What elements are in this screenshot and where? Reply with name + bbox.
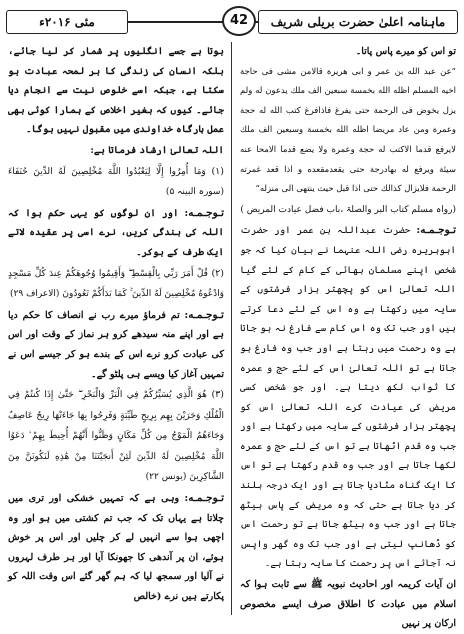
hadith-citation: (رواہ مسلم کتاب البر والصلۃ ،باب فضل عیادت المریض ) bbox=[240, 204, 456, 215]
translation-3 bbox=[8, 489, 224, 607]
verse-1-number: (۱) bbox=[211, 165, 224, 177]
translation-text: حضرت عبداللہ بن عمر اور حضرت ابوہریرہ رضی اللہ عنہما نے بیان کیا کہ جو شخص اپنے مسلمان بھائی کے کام کے لئے گیا اللہ تعالیٰ اس کو پچھتر ہزار فرشتوں کے سایہ میں رکھتا ہے وہ اس کے لئے دعا کرتے ہیں اور جب تک وہ اس کام سے فارغ نہ ہو جاتا ہے وہ رحمت میں رہتا ہے اور جب وہ فارغ ہو جاتا ہے تو اللہ تعالیٰ اس کے لئے حج و عمرہ کا ثواب لکھ دیتا ہے۔ اور جو شخص کسی مریض کی عیادت کرے اللہ تعالیٰ اس کو پچھتر ہزار فرشتوں کے سایہ میں رکھتا ہے اور جب وہ قدم اٹھاتا ہے تو اس کے لئے حج و عمرہ لکھا جاتا ہے اور جب وہ قدم رکھتا ہے تو اس کا ایک گناہ مٹادیا جاتا ہے اور ایک درجہ بلند کر دیا جاتا ہے حتی کہ وہ مریض کے پاس بیٹھ جاتا ہے اور جب وہ بیٹھ جاتا ہے تو رحمت اس کو ڈھانپ لیتی ہے اور جب تک وہ گھر واپس نہ آجائے اس پر رحمت کا سایہ رہتا ہے۔ bbox=[240, 225, 456, 570]
page-number: 42 bbox=[222, 6, 256, 36]
paragraph-intro: ہوتا ہے جسے انگلیوں پر شمار کر لیا جائے، بلکہ انسان کی زندگی کا ہر لمحہ عبادت ہو سکتا ہے، جبکہ اسے خلوص نیت سے انجام دیا جائے۔ کیوں کہ بغیر اخلاص کے ہمارا کوئی بھی عمل بارگاہ خداوندی میں مقبول نہیں ہوگا۔ bbox=[8, 46, 224, 136]
paragraph-allah-says: اللہ تعالیٰ ارشاد فرماتا ہے: bbox=[90, 144, 224, 156]
verse-1-reference: (سورہ البینہ ۵) bbox=[165, 187, 224, 198]
verse-2-arabic: قُلْ أَمَرَ رَبِّي بِالْقِسْطِ ۖ وَأَقِيمُوا وُجُوهَكُمْ عِندَ كُلِّ مَسْجِدٍ وَادْعُوهُ مُخْلِصِينَ لَهُ الدِّينَ ۚ كَمَا بَدَأَكُمْ تَعُودُونَ bbox=[8, 268, 224, 300]
hadith-arabic: ”عن عبد الله بن عمر و ابی هريرة قالامن مشى فى حاجة اخيه المسلم اظله الله بخمسة سبعين الف ملك يدعون له ولم يزل يخوض فى الرحمة حتى يفرغ فاذافرغ كتب الله له حجة وعمرة ومن عاد مريضا اظله الله بخمسة وسبعين الف ملك لايرفع قدما الاكتب له حجة وعمرة ولا يضع قدما الامحا عنه سيئة ويرفع له بهادرجة حتى يقعدمقعده و اذا قعد غمرته الرحمة فلايزال كذالك حتى اذا قبل حيث ينتهى الى منزله“ bbox=[240, 66, 456, 195]
verse-3-number: (۳) bbox=[211, 389, 224, 401]
column-divider bbox=[231, 42, 232, 615]
verse-3-arabic: هُوَ الَّذِي يُسَيِّرُكُمْ فِي الْبَرِّ وَالْبَحْرِ ۖ حَتَّىٰ إِذَا كُنتُمْ فِي الْفُلْكِ وَجَرَيْنَ بِهِم بِرِيحٍ طَيِّبَةٍ وَفَرِحُوا بِهَا جَاءَتْهَا رِيحٌ عَاصِفٌ وَجَاءَهُمُ الْمَوْجُ مِن كُلِّ مَكَانٍ وَظَنُّوا أَنَّهُمْ أُحِيطَ بِهِمْ ۙ دَعَوُا اللَّهَ مُخْلِصِينَ لَهُ الدِّينَ لَئِنْ أَنجَيْتَنَا مِنْ هَٰذِهِ لَنَكُونَنَّ مِنَ الشَّاكِرِينَ bbox=[8, 390, 224, 483]
translation-2-text: تم فرماؤ میرے رب نے انصاف کا حکم دیا ہے اور اپنے منہ سیدھے کرو ہر نماز کے وقت اور اس کی عبادت کرو نرے اس کے بندے ہو کر جیسے اس نے تمہیں آغاز کیا ویسے ہی پلٹو گے۔ bbox=[8, 309, 224, 380]
verse-1 bbox=[8, 162, 224, 203]
closing-paragraph: ان آیات کریمہ اور احادیث نبویہ ﷺ سے ثابت ہوا کہ اسلام میں عبادت کا اطلاق صرف ایسے مخصوص ارکان پر نہیں bbox=[240, 579, 456, 630]
hadith-translation bbox=[240, 221, 456, 574]
translation-3-label: تـوجـمـه: bbox=[184, 492, 224, 505]
verse-1-arabic: وَمَا أُمِرُوا إِلَّا لِيَعْبُدُوا اللَّهَ مُخْلِصِينَ لَهُ الدِّينَ حُنَفَاءَ bbox=[8, 166, 206, 177]
page-header bbox=[6, 6, 458, 38]
header-rule-left bbox=[128, 21, 224, 23]
translation-2 bbox=[8, 306, 224, 384]
verse-2-number: (۲) bbox=[211, 267, 224, 279]
translation-3-text: وہی ہے کہ تمہیں خشکی اور تری میں چلاتا ہے یہاں تک کہ جب تم کشتی میں ہو اور وہ اچھی ہوا سے انہیں لے کر چلیں اور اس پر خوش ہوئے، ان پر آندھی کا جھونکا آیا اور ہر طرف لہروں نے آلیا اور سمجھ لیا کہ ہم گھر گئے اس وقت اللہ کو پکارتے ہیں نرے (خالص bbox=[8, 493, 224, 603]
translation-label: تـوجـمـه: bbox=[416, 224, 456, 237]
verse-2-reference: (الاعراف ۲۹) bbox=[10, 289, 60, 300]
right-column bbox=[240, 42, 456, 630]
left-column bbox=[8, 42, 224, 615]
translation-1 bbox=[8, 204, 224, 263]
verse-3-reference: (یونس ۲۲) bbox=[145, 472, 187, 483]
translation-1-label: تـوجـمـه: bbox=[184, 206, 224, 219]
magazine-title: ماہنامہ اعلیٰ حضرت بریلی شریف bbox=[258, 10, 458, 34]
verse-2 bbox=[8, 264, 224, 305]
intro-line: تو اس کو میرے پاس پاتا۔ bbox=[355, 46, 456, 57]
verse-3 bbox=[8, 385, 224, 488]
translation-1-text: اور ان لوگوں کو یہی حکم ہوا کہ اللہ کی بندگی کریں، نرے اسی پر عقیدہ لاتے ایک طرف کے ہوکر۔ bbox=[8, 207, 224, 258]
translation-2-label: تـوجـمـه: bbox=[184, 308, 224, 321]
issue-date: مئی ۲۰۱۶ء bbox=[6, 10, 128, 34]
